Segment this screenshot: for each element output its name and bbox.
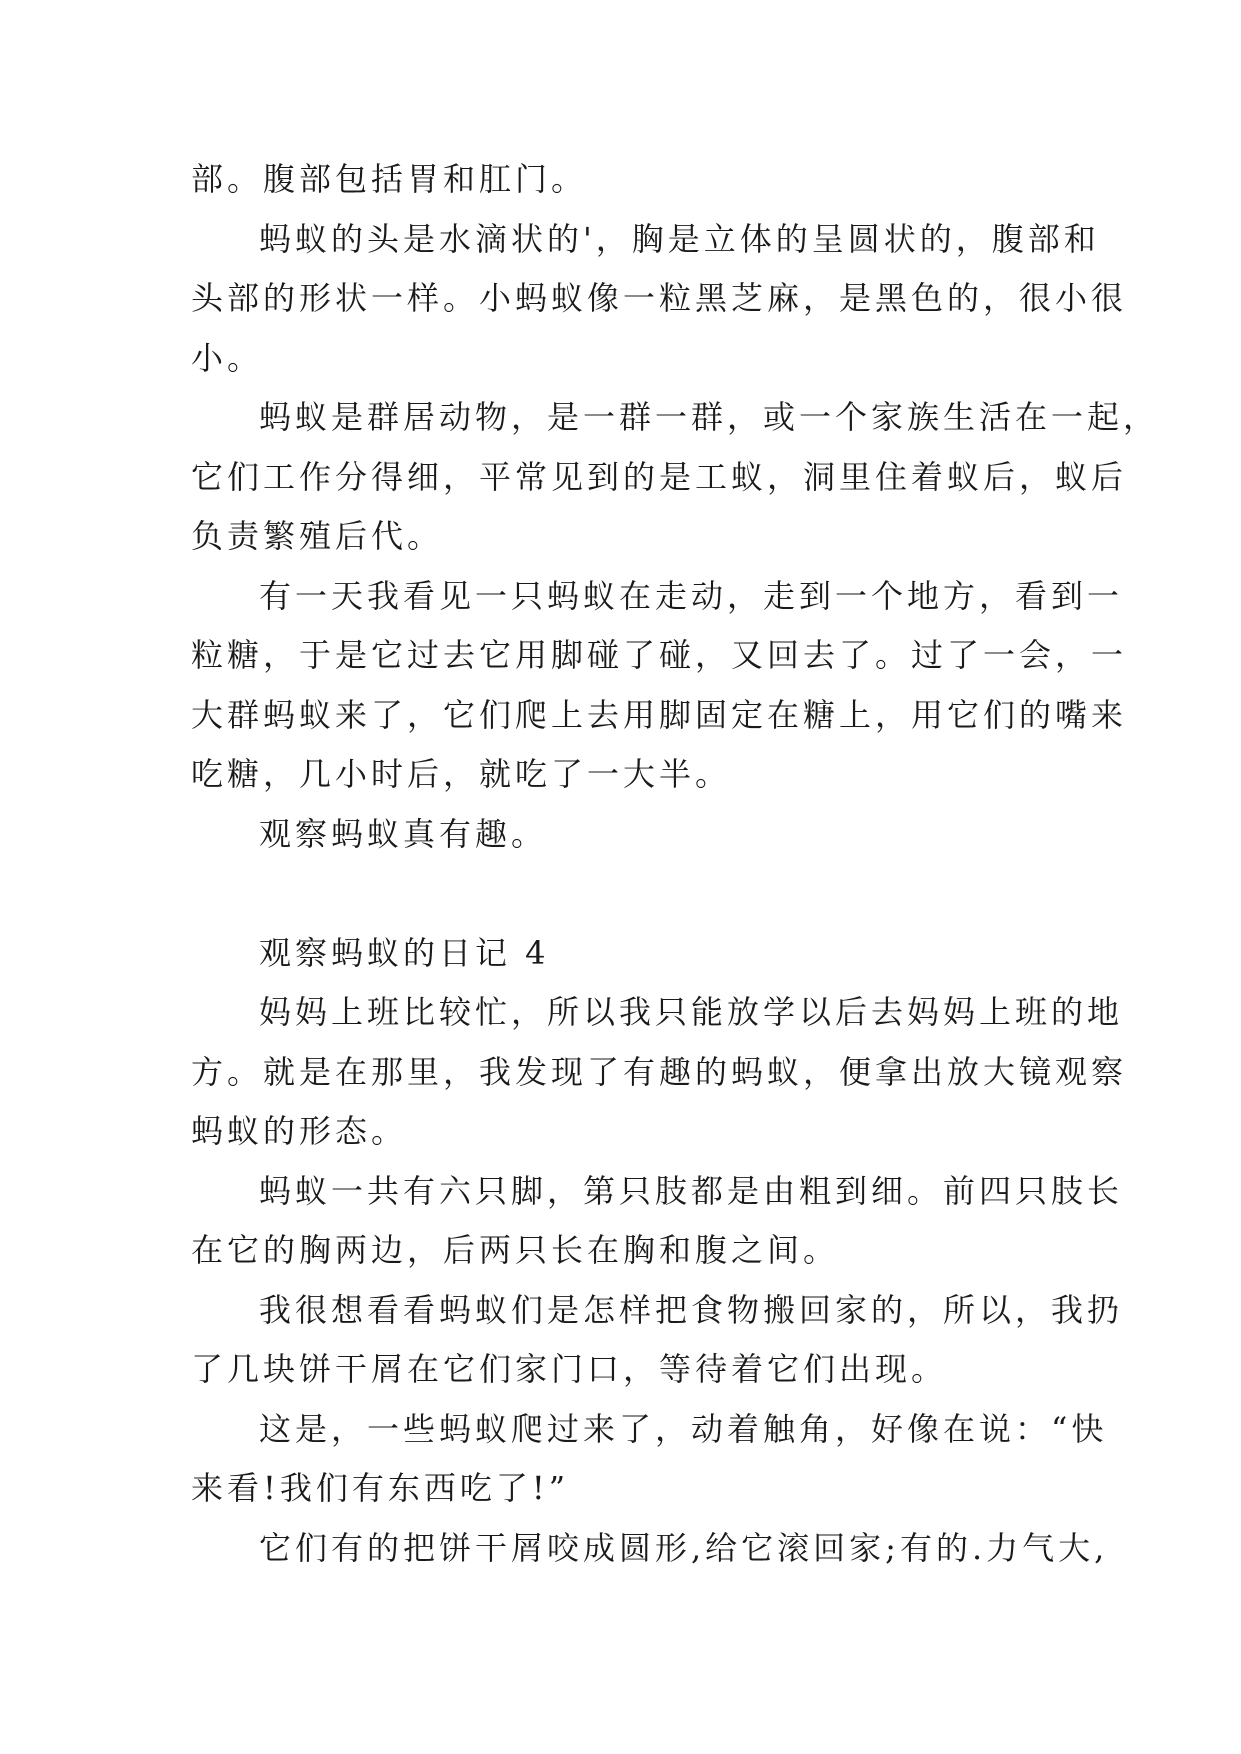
text-line: 它们有的把饼干屑咬成圆形,给它滚回家;有的.力气大, — [259, 1528, 1109, 1567]
text-line: 吃糖，几小时后，就吃了一大半。 — [191, 755, 732, 793]
text-line: 方。就是在那里，我发现了有趣的蚂蚁，便拿出放大镜观察 — [191, 1052, 1128, 1091]
text-line: 它们工作分得细，平常见到的是工蚁，洞里住着蚁后，蚁后 — [191, 457, 1128, 496]
paragraph-gap — [191, 864, 1051, 924]
text-line: 粒糖，于是它过去它用脚碰了碰，又回去了。过了一会，一 — [191, 636, 1128, 674]
text-line: 蚂蚁一共有六只脚，第只肢都是由粗到细。前四只肢长 — [259, 1171, 1124, 1210]
text-line: 有一天我看见一只蚂蚁在走动，走到一个地方，看到一 — [259, 576, 1124, 615]
text-line: 蚂蚁是群居动物，是一群一群，或一个家族生活在一起， — [259, 398, 1160, 436]
text-line: 妈妈上班比较忙，所以我只能放学以后去妈妈上班的地 — [259, 993, 1124, 1031]
text-line: 来看!我们有东西吃了!” — [191, 1469, 570, 1507]
text-line: 大群蚂蚁来了，它们爬上去用脚固定在糖上，用它们的嘴来 — [191, 695, 1128, 734]
section-heading: 观察蚂蚁的日记 4 — [259, 933, 550, 972]
text-line: 小。 — [191, 338, 264, 377]
document-body — [191, 150, 1160, 1578]
text-line: 了几块饼干屑在它们家门口，等待着它们出现。 — [191, 1350, 948, 1388]
text-line: 蚂蚁的形态。 — [191, 1112, 408, 1150]
text-line: 观察蚂蚁真有趣。 — [259, 814, 548, 853]
text-line: 部。腹部包括胃和肛门。 — [191, 160, 588, 198]
text-line: 我很想看看蚂蚁们是怎样把食物搬回家的，所以，我扔 — [259, 1290, 1124, 1329]
text-line: 负责繁殖后代。 — [191, 517, 444, 555]
text-line: 蚂蚁的头是水滴状的'，胸是立体的呈圆状的，腹部和 — [259, 219, 1100, 258]
text-line: 头部的形状一样。小蚂蚁像一粒黑芝麻，是黑色的，很小很 — [191, 279, 1128, 317]
text-line: 这是，一些蚂蚁爬过来了，动着触角，好像在说：“快 — [259, 1409, 1108, 1448]
text-line: 在它的胸两边，后两只长在胸和腹之间。 — [191, 1231, 840, 1269]
